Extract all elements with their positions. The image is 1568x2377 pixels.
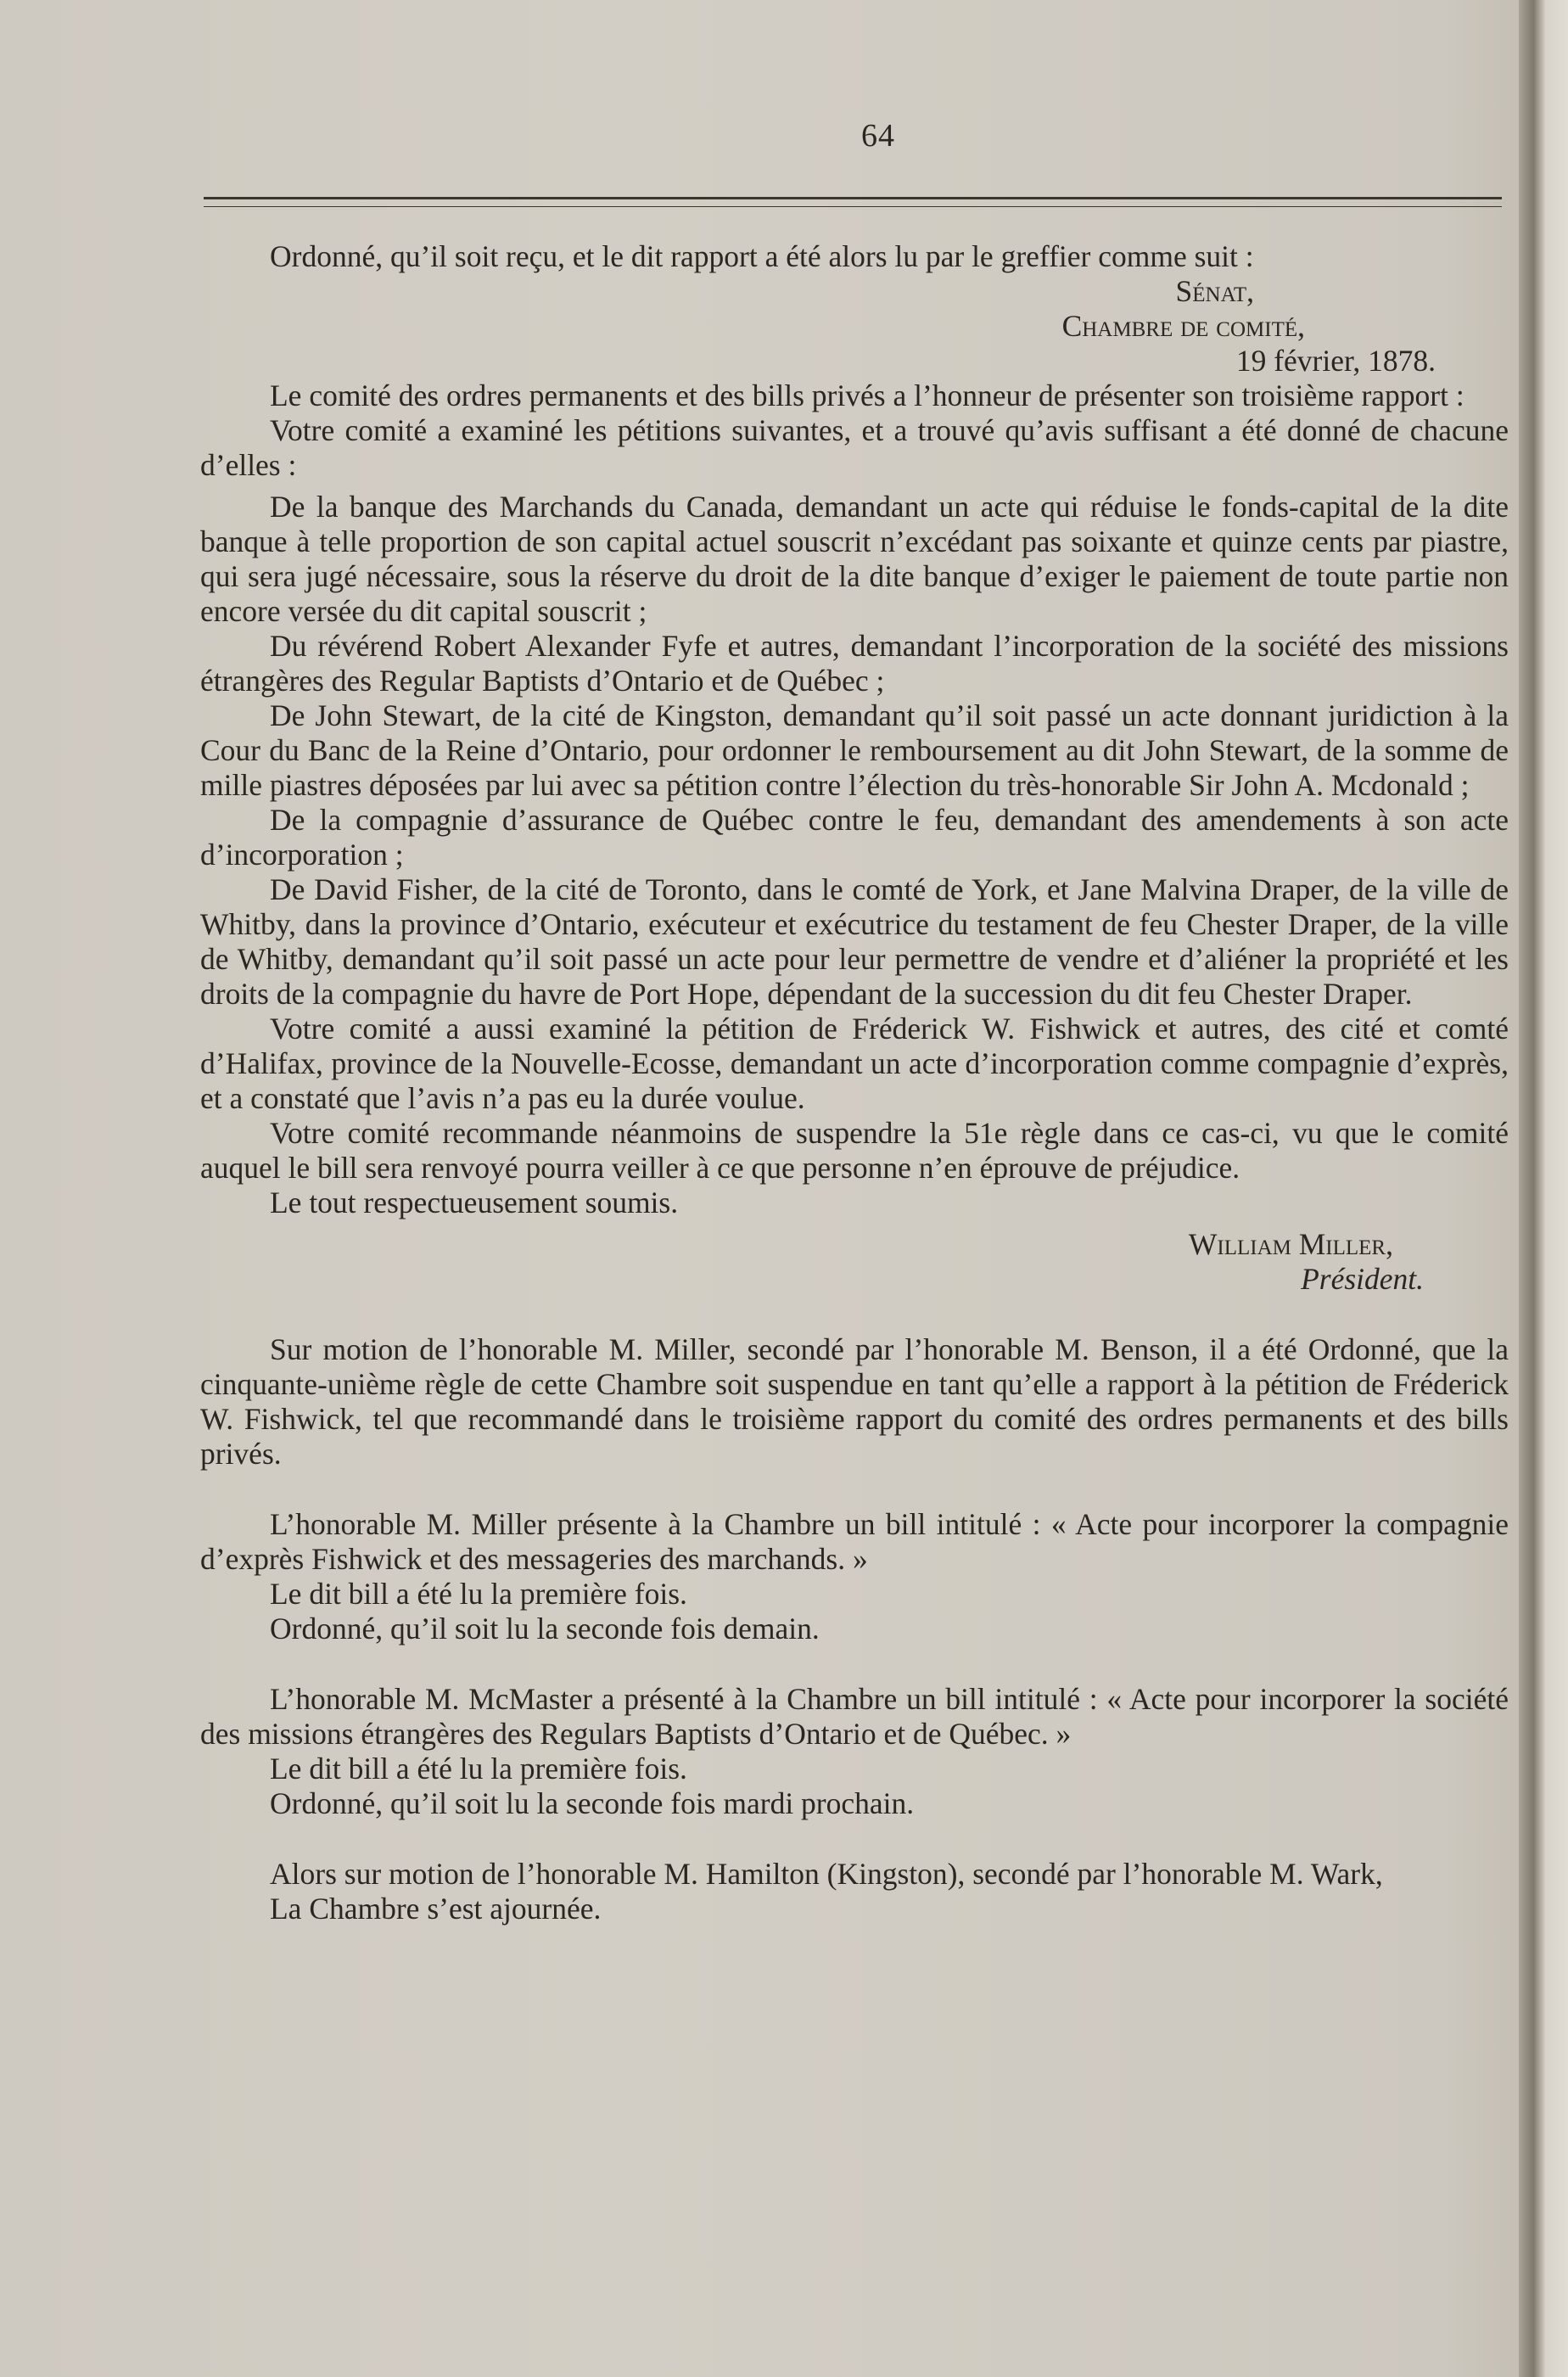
report-paragraph: Votre comité recommande néanmoins de suspendre la 51e règle dans ce cas-ci, vu que le comité auquel le bill sera renvoyé pourra veiller à ce que personne n’en éprouve de préjudice. — [200, 1116, 1509, 1185]
report-paragraph: Votre comité a examiné les pétitions suivantes, et a trouvé qu’avis suffisant a été donné de chacune d’elles : — [200, 413, 1509, 482]
page-body — [200, 239, 1509, 1926]
petition-item: De John Stewart, de la cité de Kingston, demandant qu’il soit passé un acte donnant juridiction à la Cour du Banc de la Reine d’Ontario, pour ordonner le remboursement au dit John Stewart, de la somme de mille piastres déposées par lui avec sa pétition contre l’élection du très-honorable Sir John A. Mcdonald ; — [200, 698, 1509, 802]
senat-heading: Sénat, — [1175, 274, 1254, 308]
adjournment-motion: Alors sur motion de l’honorable M. Hamilton (Kingston), secondé par l’honorable M. Wark, — [270, 1857, 1383, 1891]
report-closing: Le tout respectueusement soumis. — [270, 1186, 679, 1219]
reading-note: Le dit bill a été lu la première fois. — [270, 1752, 687, 1786]
petition-item: De la compagnie d’assurance de Québec contre le feu, demandant des amendements à son acte d’incorporation ; — [200, 803, 1509, 872]
report-date: 19 février, 1878. — [1235, 344, 1436, 378]
page-number: 64 — [861, 118, 895, 154]
reading-note: Le dit bill a été lu la première fois. — [270, 1577, 687, 1611]
adjournment-note: La Chambre s’est ajournée. — [270, 1892, 602, 1926]
order-note: Ordonné, qu’il soit lu la seconde fois demain. — [270, 1612, 820, 1645]
header-rule — [204, 197, 1502, 207]
petition-item: De la banque des Marchands du Canada, demandant un acte qui réduise le fonds-capital de la dite banque à telle proportion de son capital actuel souscrit n’excédant pas soixante et quinze cents par piastre, qui sera jugé nécessaire, sous la réserve du droit de la dite banque d’exiger le paiement de toute partie non encore versée du dit capital souscrit ; — [200, 490, 1509, 628]
report-paragraph: Le comité des ordres permanents et des bills privés a l’honneur de présenter son troisième rapport : — [270, 378, 1464, 412]
bill-paragraph: L’honorable M. McMaster a présenté à la Chambre un bill intitulé : « Acte pour incorporer la société des missions étrangères des Regulars Baptists d’Ontario et de Québec. » — [200, 1682, 1509, 1751]
petition-item: Du révérend Robert Alexander Fyfe et autres, demandant l’incorporation de la société des missions étrangères des Regular Baptists d’Ontario et de Québec ; — [200, 629, 1509, 698]
chambre-heading: Chambre de comité, — [1061, 309, 1305, 343]
motion-paragraph: Sur motion de l’honorable M. Miller, secondé par l’honorable M. Benson, il a été Ordonné, que la cinquante-unième règle de cette Chambre soit suspendue en tant qu’elle a rapport à la pétition de Fréderick W. Fishwick, tel que recommandé dans le troisième rapport du comité des ordres permanents et des bills privés. — [200, 1332, 1509, 1471]
signer-title: Président. — [1301, 1262, 1424, 1296]
intro-order: Ordonné, qu’il soit reçu, et le dit rapport a été alors lu par le greffier comme suit : — [270, 239, 1254, 273]
report-paragraph: Votre comité a aussi examiné la pétition de Fréderick W. Fishwick et autres, des cité et comté d’Halifax, province de la Nouvelle-Ecosse, demandant un acte d’incorporation comme compagnie d’exprès, et a constaté que l’avis n’a pas eu la durée voulue. — [200, 1012, 1509, 1115]
signer-name: William Miller, — [1188, 1227, 1393, 1261]
book-gutter — [1519, 0, 1568, 2377]
order-note: Ordonné, qu’il soit lu la seconde fois mardi prochain. — [270, 1786, 915, 1820]
bill-paragraph: L’honorable M. Miller présente à la Chambre un bill intitulé : « Acte pour incorporer la compagnie d’exprès Fishwick et des messageries des marchands. » — [200, 1507, 1509, 1576]
petition-item: De David Fisher, de la cité de Toronto, dans le comté de York, et Jane Malvina Draper, de la ville de Whitby, dans la province d’Ontario, exécuteur et exécutrice du testament de feu Chester Draper, de la ville de Whitby, demandant qu’il soit passé un acte pour leur permettre de vendre et d’aliéner la propriété et les droits de la compagnie du havre de Port Hope, dépendant de la succession du dit feu Chester Draper. — [200, 872, 1509, 1011]
